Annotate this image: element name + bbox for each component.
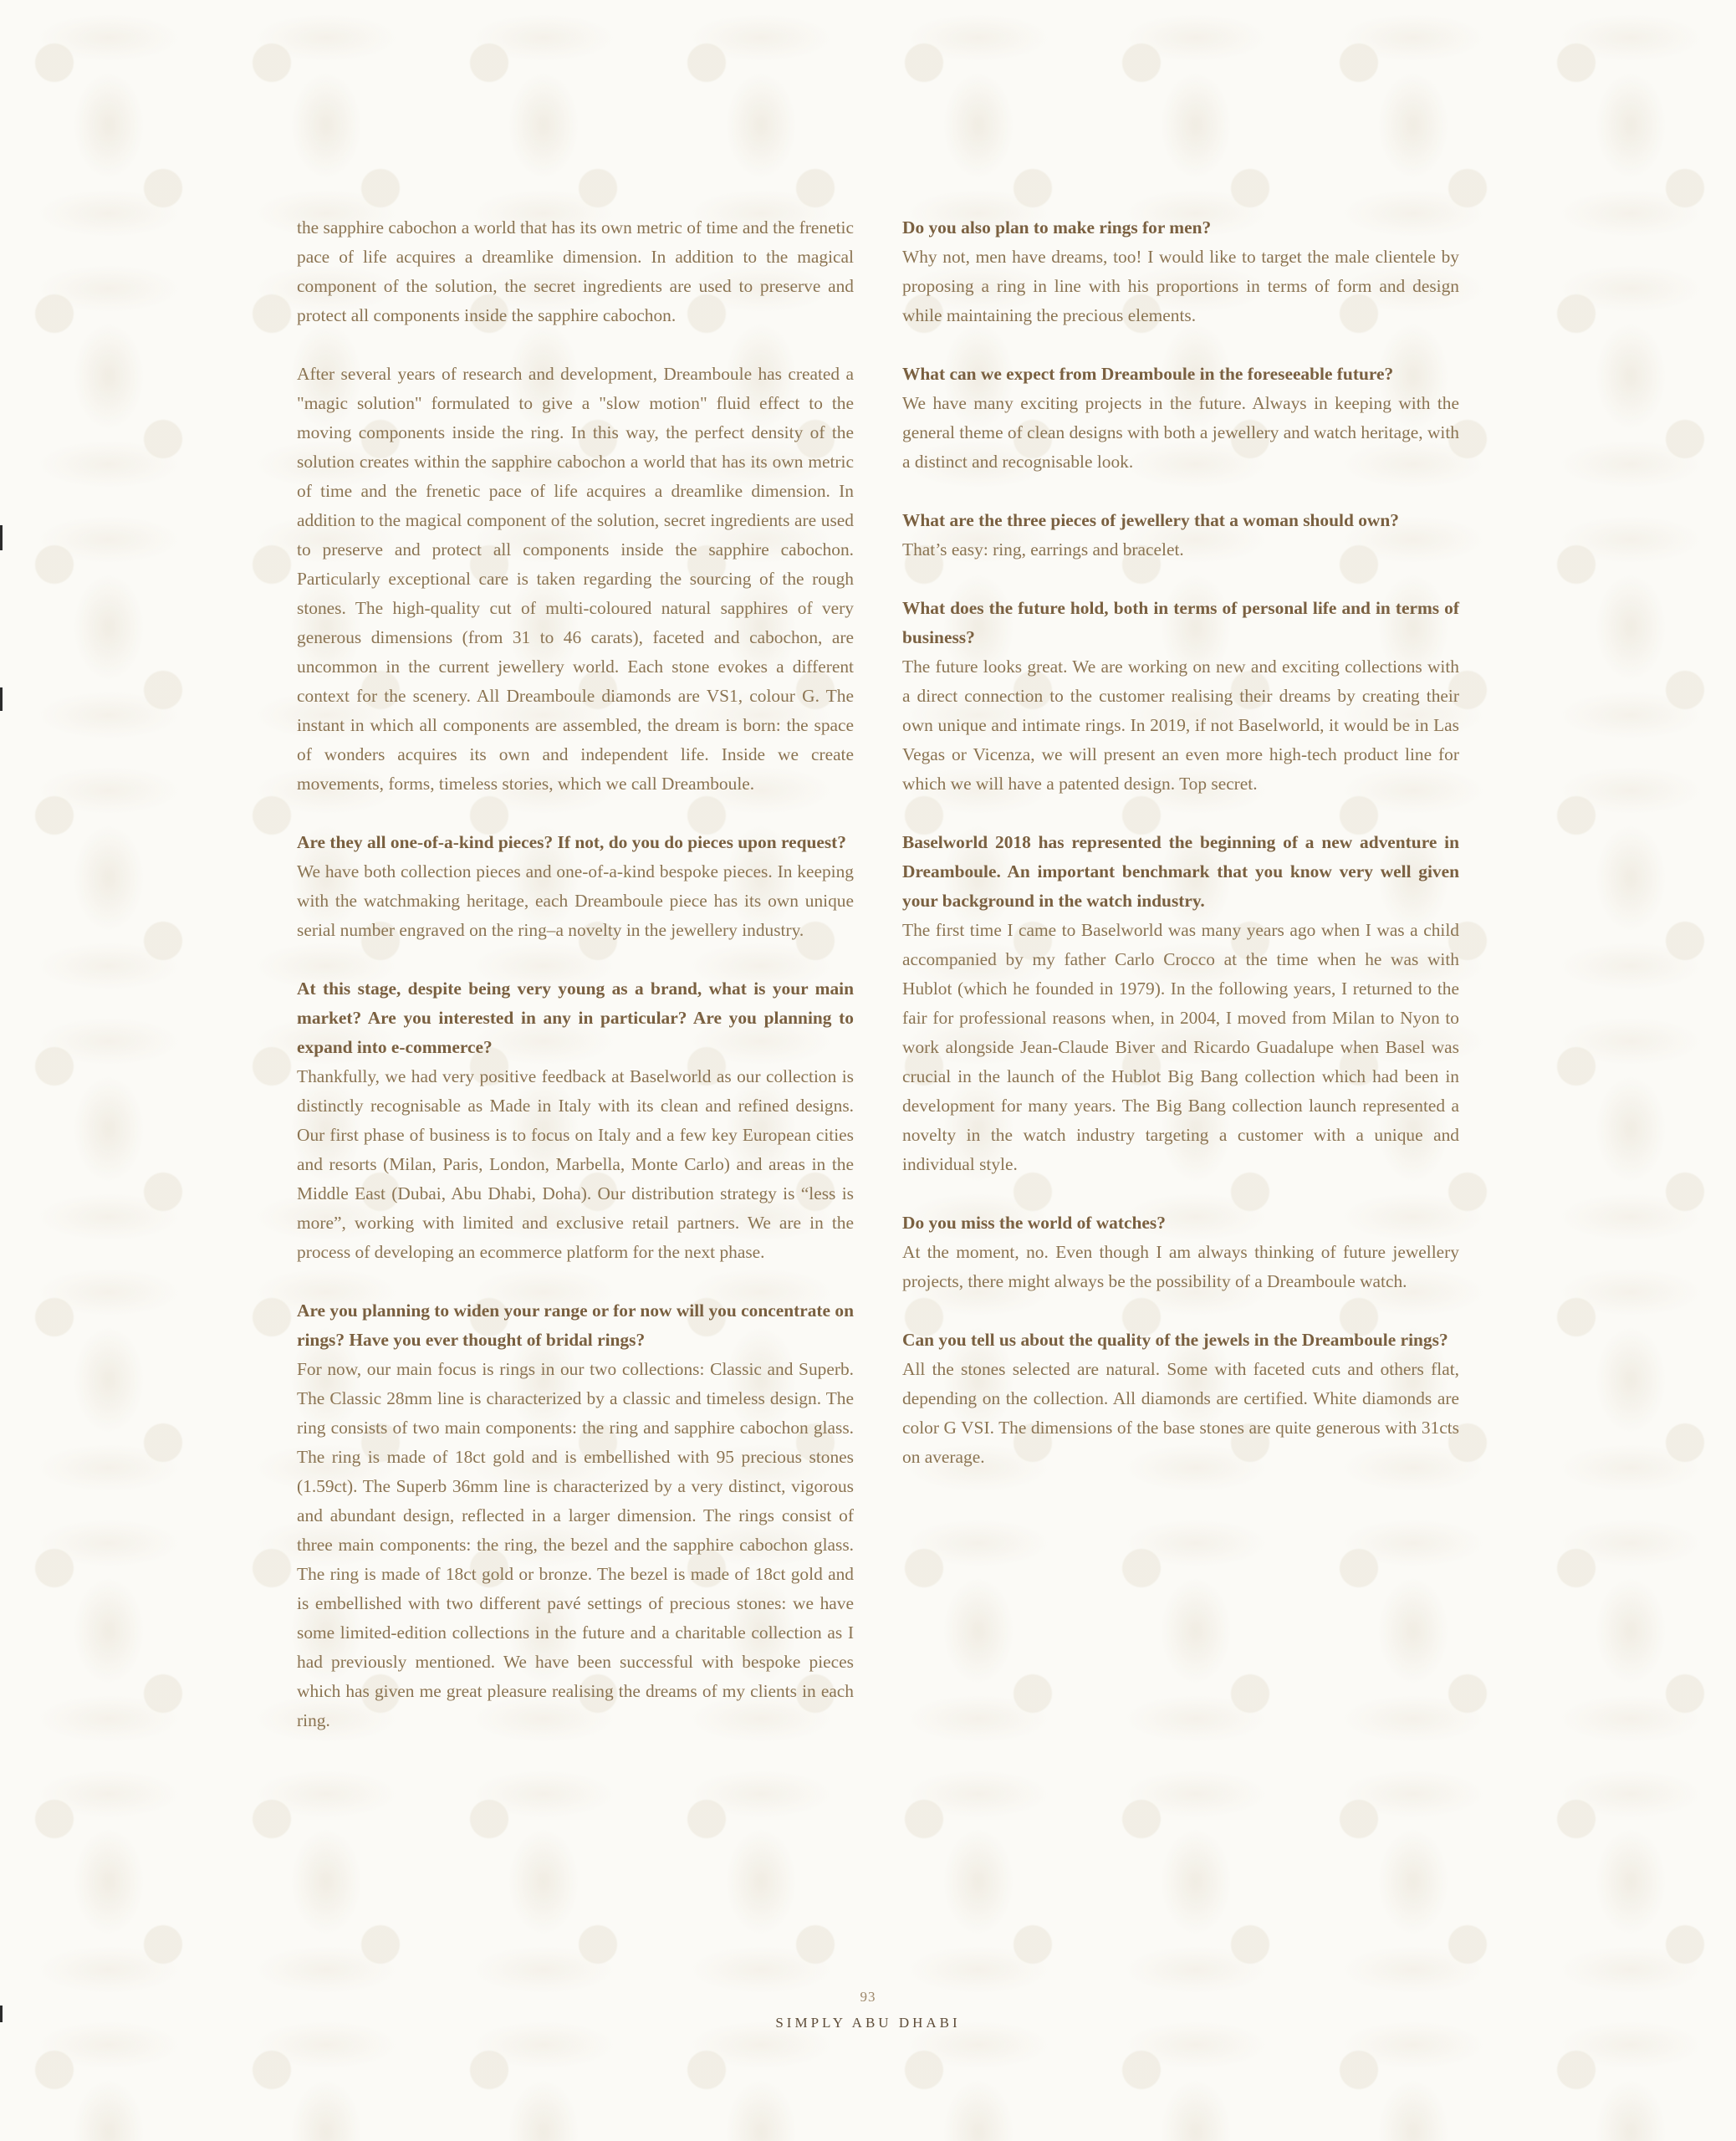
interview-answer: The future looks great. We are working on new and exciting collections with a direct connection to the customer realising their dreams by creating their own unique and intimate rings. In 2019, if not Baselworld, it would be in Las Vegas or Vicenza, we will present an even more high-tech product line for which we will have a patented design. Top secret. — [902, 657, 1459, 794]
page-number: 93 — [860, 1989, 876, 2005]
interview-answer: the sapphire cabochon a world that has its own metric of time and the frenetic pace of life acquires a dreamlike dimension. In addition to the magical component of the solution, the secret ingredients are used to preserve and protect all components inside the sapphire cabochon. — [297, 217, 854, 325]
article-block — [902, 594, 1459, 799]
interview-question: Do you miss the world of watches? — [902, 1213, 1166, 1233]
article-block — [902, 1326, 1459, 1472]
article-block — [297, 828, 854, 945]
interview-answer: For now, our main focus is rings in our two collections: Classic and Superb. The Classic 28mm line is characterized by a classic and timeless design. The ring consists of two main components: the ring and sapphire cabochon glass. The ring is made of 18ct gold and is embellished with 95 precious stones (1.59ct). The Superb 36mm line is characterized by a very distinct, vigorous and abundant design, reflected in a larger dimension. The rings consist of three main components: the ring, the bezel and the sapphire cabochon glass. The ring is made of 18ct gold or bronze. The bezel is made of 18ct gold and is embellished with two different pavé settings of precious stones: we have some limited-edition collections in the future and a charitable collection as I had previously mentioned. We have been successful with bespoke pieces which has given me great pleasure realising the dreams of my clients in each ring. — [297, 1359, 854, 1730]
edge-mark — [0, 2006, 3, 2022]
interview-answer: Why not, men have dreams, too! I would like to target the male clientele by proposing a ring in line with his proportions in terms of form and design while maintaining the precious elements. — [902, 247, 1459, 325]
interview-question: Baselworld 2018 has represented the beginning of a new adventure in Dreamboule. An important benchmark that you know very well given your background in the watch industry. — [902, 832, 1459, 911]
interview-answer: At the moment, no. Even though I am always thinking of future jewellery projects, there might always be the possibility of a Dreamboule watch. — [902, 1242, 1459, 1291]
interview-answer: We have many exciting projects in the future. Always in keeping with the general theme of clean designs with both a jewellery and watch heritage, with a distinct and recognisable look. — [902, 393, 1459, 472]
interview-answer: All the stones selected are natural. Some with faceted cuts and others flat, depending on the collection. All diamonds are certified. White diamonds are color G VSI. The dimensions of the base stones are quite generous with 31cts on average. — [902, 1359, 1459, 1467]
interview-answer: After several years of research and development, Dreamboule has created a "magic solution" formulated to give a "slow motion" fluid effect to the moving components inside the ring. In this way, the perfect density of the solution creates within the sapphire cabochon a world that has its own metric of time and the frenetic pace of life acquires a dreamlike dimension. In addition to the magical component of the solution, secret ingredients are used to preserve and protect all components inside the sapphire cabochon. Particularly exceptional care is taken regarding the sourcing of the rough stones. The high-quality cut of multi-coloured natural sapphires of very generous dimensions (from 31 to 46 carats), faceted and cabochon, are uncommon in the current jewellery world. Each stone evokes a different context for the scenery. All Dreamboule diamonds are VS1, colour G. The instant in which all components are assembled, the dream is born: the space of wonders acquires its own and independent life. Inside we create movements, forms, timeless stories, which we call Dreamboule. — [297, 364, 854, 794]
interview-answer: Thankfully, we had very positive feedback at Baselworld as our collection is distinctly recognisable as Made in Italy with its clean and refined designs. Our first phase of business is to focus on Italy and a few key European cities and resorts (Milan, Paris, London, Marbella, Monte Carlo) and areas in the Middle East (Dubai, Abu Dhabi, Doha). Our distribution strategy is “less is more”, working with limited and exclusive retail partners. We are in the process of developing an ecommerce platform for the next phase. — [297, 1066, 854, 1262]
publication-name: SIMPLY ABU DHABI — [775, 2015, 961, 2031]
right-column — [902, 213, 1459, 1501]
article-block — [297, 360, 854, 799]
interview-question: Are you planning to widen your range or for now will you concentrate on rings? Have you ever thought of bridal rings? — [297, 1300, 854, 1350]
interview-answer: That’s easy: ring, earrings and bracelet. — [902, 539, 1184, 560]
interview-question: Can you tell us about the quality of the jewels in the Dreamboule rings? — [902, 1330, 1448, 1350]
interview-question: What does the future hold, both in terms of personal life and in terms of business? — [902, 598, 1459, 647]
interview-question: Do you also plan to make rings for men? — [902, 217, 1212, 238]
article-block — [902, 213, 1459, 330]
article-block — [902, 1208, 1459, 1296]
interview-question: What can we expect from Dreamboule in the foreseeable future? — [902, 364, 1394, 384]
interview-answer: The first time I came to Baselworld was many years ago when I was a child accompanied by my father Carlo Crocco at the time when he was with Hublot (which he founded in 1979). In the following years, I returned to the fair for professional reasons when, in 2004, I moved from Milan to Nyon to work alongside Jean-Claude Biver and Ricardo Guadalupe when Basel was crucial in the launch of the Hublot Big Bang collection which had been in development for many years. The Big Bang collection launch represented a novelty in the watch industry targeting a customer with a unique and individual style. — [902, 920, 1459, 1174]
interview-question: Are they all one-of-a-kind pieces? If not, do you do pieces upon request? — [297, 832, 846, 852]
article-block — [297, 213, 854, 330]
article-block — [902, 506, 1459, 565]
edge-mark — [0, 525, 3, 550]
interview-question: At this stage, despite being very young as a brand, what is your main market? Are you interested in any in particular? Are you planning to expand into e-commerce? — [297, 979, 854, 1057]
article-block — [297, 974, 854, 1267]
left-column — [297, 213, 854, 1765]
interview-question: What are the three pieces of jewellery that a woman should own? — [902, 510, 1399, 530]
edge-mark — [0, 687, 3, 711]
article-block — [902, 360, 1459, 477]
interview-answer: We have both collection pieces and one-of-a-kind bespoke pieces. In keeping with the watchmaking heritage, each Dreamboule piece has its own unique serial number engraved on the ring–a novelty in the jewellery industry. — [297, 861, 854, 940]
article-block — [902, 828, 1459, 1179]
article-block — [297, 1296, 854, 1735]
